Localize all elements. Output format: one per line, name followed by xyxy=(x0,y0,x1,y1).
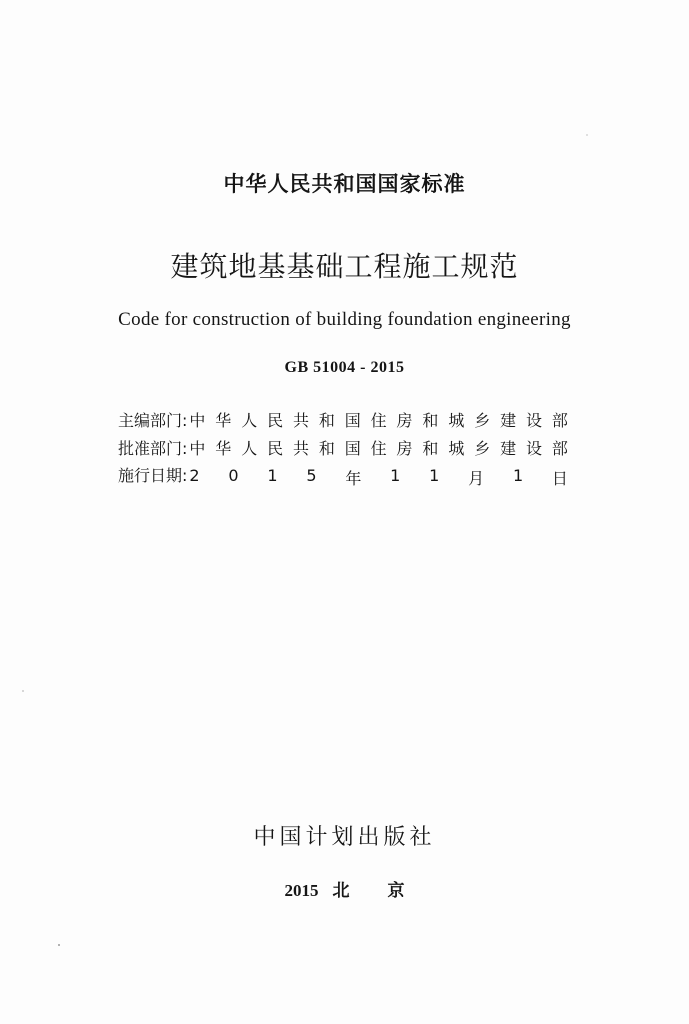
date-char: 日 xyxy=(551,469,568,488)
editor-char: 房 xyxy=(396,411,413,430)
publication-year: 2015 xyxy=(284,881,319,900)
editor-char: 民 xyxy=(267,411,284,430)
date-char: 月 xyxy=(468,469,485,488)
effective-date-label: 施行日期 xyxy=(118,466,183,485)
approver-char: 设 xyxy=(525,438,542,458)
editor-char: 住 xyxy=(370,411,387,430)
editor-value xyxy=(189,408,568,431)
approver-char: 中 xyxy=(189,438,206,458)
editor-row xyxy=(118,408,568,436)
effective-date-separator: : xyxy=(182,466,188,485)
date-char: 0 xyxy=(228,466,239,485)
date-char: 2 xyxy=(189,466,200,485)
effective-date-row xyxy=(118,463,568,491)
standard-number: GB 51004 - 2015 xyxy=(284,359,405,376)
editor-char: 乡 xyxy=(474,411,491,430)
approver-char: 城 xyxy=(448,438,465,458)
editor-char: 建 xyxy=(500,411,517,430)
editor-separator: : xyxy=(182,411,188,430)
editor-char: 和 xyxy=(318,411,335,430)
editor-char: 中 xyxy=(189,411,206,430)
publication-city-part1: 北 xyxy=(332,881,350,900)
publication-year-place xyxy=(0,876,689,901)
date-char: 1 xyxy=(390,466,401,485)
approver-char: 住 xyxy=(370,438,387,458)
publication-city-part2: 京 xyxy=(387,881,405,900)
editor-char: 国 xyxy=(344,411,361,430)
editor-char: 和 xyxy=(422,411,439,430)
date-char: 1 xyxy=(267,466,278,485)
approver-char: 建 xyxy=(500,438,517,458)
approver-row xyxy=(118,436,568,464)
document-title-chinese: 建筑地基基础工程施工规范 xyxy=(170,250,519,283)
publisher-name: 中国计划出版社 xyxy=(253,825,436,850)
date-char: 1 xyxy=(512,466,524,485)
approver-char: 共 xyxy=(292,438,309,458)
editor-char: 人 xyxy=(241,411,258,430)
approver-label: 批准部门 xyxy=(118,438,183,458)
editor-char: 设 xyxy=(525,411,542,430)
approver-char: 部 xyxy=(551,438,568,458)
editor-char: 部 xyxy=(551,411,568,430)
approver-separator: : xyxy=(182,438,188,458)
approver-char: 民 xyxy=(267,438,284,458)
scan-speck xyxy=(58,944,60,946)
approver-char: 乡 xyxy=(474,438,491,458)
editor-label: 主编部门 xyxy=(118,411,183,430)
approver-char: 和 xyxy=(422,438,439,458)
approver-value xyxy=(189,436,568,459)
editor-char: 共 xyxy=(292,411,309,430)
date-char: 1 xyxy=(429,466,440,485)
info-block xyxy=(118,408,568,491)
approver-char: 华 xyxy=(215,438,232,458)
scan-speck xyxy=(586,134,588,136)
approver-char: 和 xyxy=(318,438,335,458)
approver-char: 房 xyxy=(396,438,413,458)
approver-char: 国 xyxy=(344,438,361,458)
effective-date-value xyxy=(189,466,568,489)
approver-char: 人 xyxy=(241,438,258,458)
editor-char: 城 xyxy=(448,411,465,430)
date-char: 年 xyxy=(345,469,362,488)
scan-speck xyxy=(22,690,24,692)
date-char: 5 xyxy=(306,466,317,485)
document-title-english: Code for construction of building foundation engineering xyxy=(118,309,571,330)
editor-char: 华 xyxy=(215,411,232,430)
national-standard-heading: 中华人民共和国国家标准 xyxy=(223,172,466,196)
